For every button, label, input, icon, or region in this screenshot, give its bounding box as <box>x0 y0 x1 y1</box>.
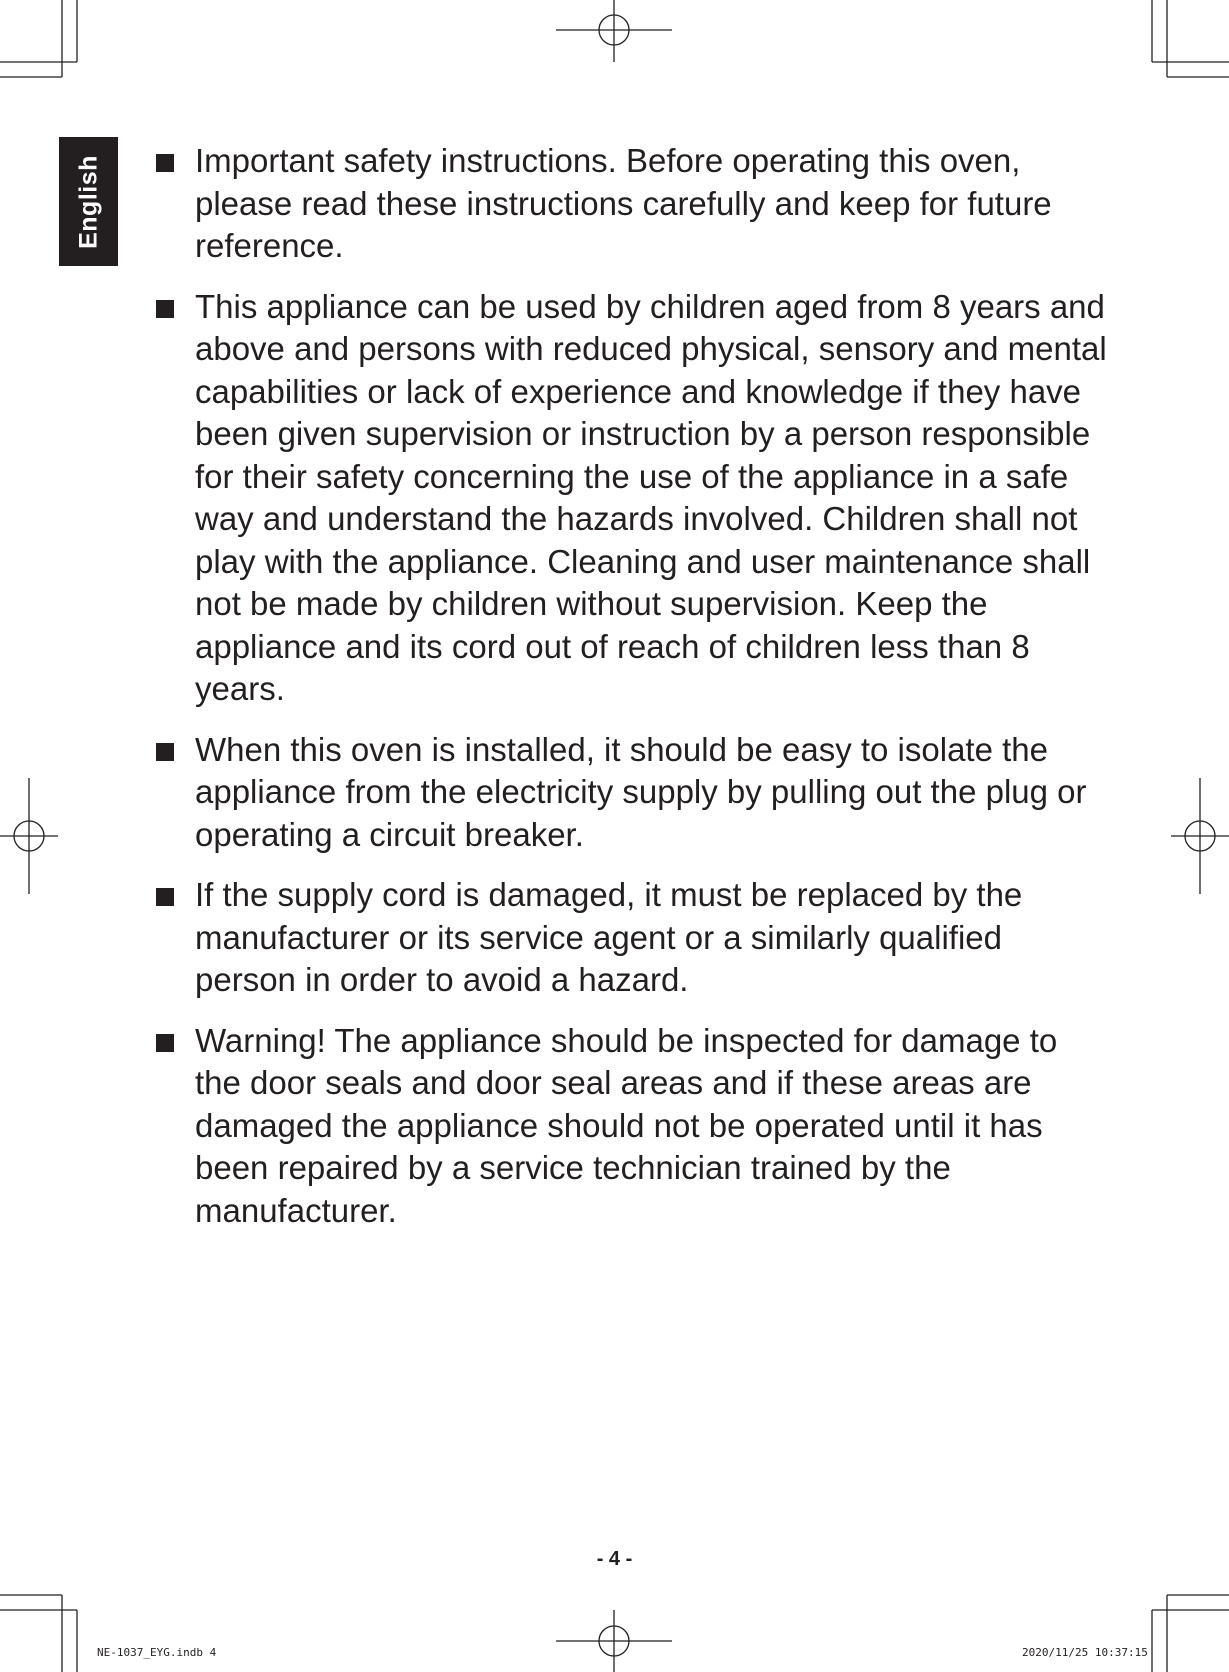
instruction-text: If the supply cord is damaged, it must be replaced by the manufacturer or its service agent or a similarly qualified person in order to avoid a hazard. <box>195 876 1023 998</box>
square-bullet-icon <box>156 888 174 906</box>
registration-mark-left <box>0 778 58 894</box>
language-tab-label: English <box>74 154 102 249</box>
print-slug-timestamp: 2020/11/25 10:37:15 <box>1022 1646 1148 1659</box>
list-item <box>155 1020 1110 1233</box>
square-bullet-icon <box>156 1034 174 1052</box>
registration-mark-bottom <box>556 1610 672 1672</box>
square-bullet-icon <box>156 743 174 761</box>
instruction-text: Warning! The appliance should be inspected for damage to the door seals and door seal areas and if these areas are damaged the appliance should not be operated until it has been repaired by a service technician trained by the manufacturer. <box>195 1021 1058 1229</box>
instruction-text: Important safety instructions. Before operating this oven, please read these instructions carefully and keep for future reference. <box>195 142 1052 264</box>
list-item <box>155 729 1110 857</box>
square-bullet-icon <box>156 154 174 172</box>
instruction-text: This appliance can be used by children aged from 8 years and above and persons with reduced physical, sensory and mental capabilities or lack of experience and knowledge if they have been given supervision or instruction by a person responsible for their safety concerning the use of the appliance in a safe way and understand the hazards involved. Children shall not play with the appliance. Cleaning and user maintenance shall not be made by children without supervision. Keep the appliance and its cord out of reach of children less than 8 years. <box>195 287 1107 707</box>
print-slug-file: NE-1037_EYG.indb 4 <box>97 1646 217 1659</box>
language-tab <box>59 137 118 266</box>
registration-mark-right <box>1171 778 1229 894</box>
list-item <box>155 874 1110 1002</box>
page-number: - 4 - <box>596 1548 633 1570</box>
list-item <box>155 286 1110 711</box>
safety-instructions-list <box>155 140 1110 1250</box>
registration-mark-top <box>556 0 672 62</box>
square-bullet-icon <box>156 300 174 318</box>
list-item <box>155 140 1110 268</box>
instruction-text: When this oven is installed, it should be easy to isolate the appliance from the electricity supply by pulling out the plug or operating a circuit breaker. <box>195 730 1087 853</box>
